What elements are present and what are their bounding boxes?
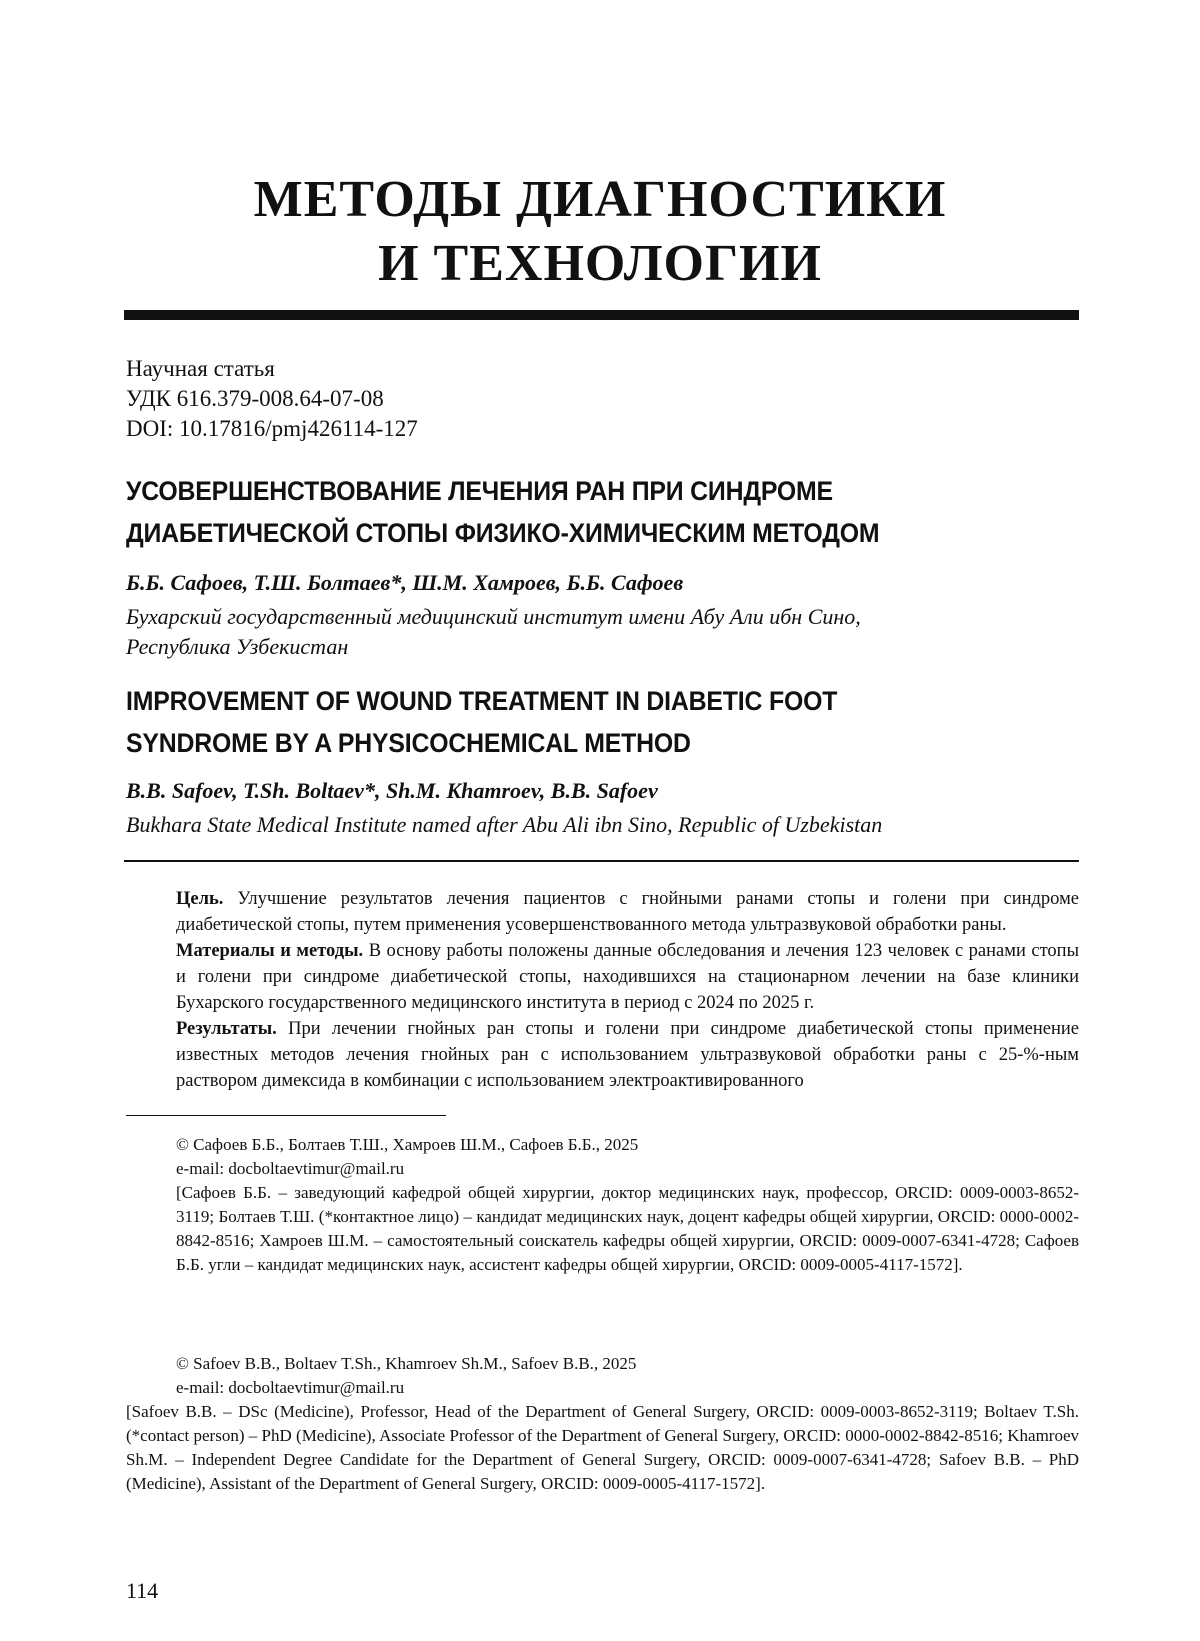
footnote-en-bio: [Safoev B.B. – DSc (Medicine), Professor, Head of the Department of General Surgery, ORCID: 0009-0003-8652-3119; Boltaev T.Sh. (*contact person) – PhD (Medicine), Associate Professor of the Department of General Surgery, ORCID: 0000-0002-8842-8516; Khamroev Sh.M. – Independent Degree Candidate for the Department of General Surgery, ORCID: 0009-0007-6341-4728; Safoev B.B. – PhD (Medicine), Assistant of the Department of General Surgery, ORCID: 0009-0005-4117-1572].: [126, 1402, 1079, 1493]
abstract-methods-label: Материалы и методы.: [176, 941, 364, 961]
page-number: 114: [126, 1578, 159, 1603]
authors-en: B.B. Safoev, T.Sh. Boltaev*, Sh.M. Khamroev, B.B. Safoev: [126, 778, 658, 803]
abstract-methods-text: В основу работы положены данные обследования и лечения 123 человек с ранами стопы и голени при синдроме диабетической стопы, находившихся на стационарном лечении на базе клиники Бухарского государственного медицинского института в период с 2024 по 2025 г.: [176, 941, 1079, 1013]
article-title-ru: [126, 470, 1009, 554]
section-title-line1: МЕТОДЫ ДИАГНОСТИКИ: [253, 171, 947, 228]
article-title-en: [126, 680, 1009, 764]
affiliation-ru-line1: Бухарский государственный медицинский институт имени Абу Али ибн Сино,: [126, 604, 861, 629]
article-title-ru-line1: УСОВЕРШЕНСТВОВАНИЕ ЛЕЧЕНИЯ РАН ПРИ СИНДРОМЕ: [126, 476, 833, 506]
article-type: Научная статья: [126, 356, 275, 381]
abstract-results-label: Результаты.: [176, 1019, 277, 1039]
affiliation-ru: [126, 602, 1086, 662]
article-title-en-line1: IMPROVEMENT OF WOUND TREATMENT IN DIABETIC FOOT: [126, 686, 838, 716]
affiliation-ru-line2: Республика Узбекистан: [126, 634, 349, 659]
abstract-divider: [124, 860, 1079, 862]
article-meta: [126, 354, 418, 444]
article-title-en-line2: SYNDROME BY A PHYSICOCHEMICAL METHOD: [126, 728, 691, 758]
abstract: [176, 886, 1079, 1094]
authors-ru: Б.Б. Сафоев, Т.Ш. Болтаев*, Ш.М. Хамроев, Б.Б. Сафоев: [126, 570, 684, 595]
footnote-ru-bio: [Сафоев Б.Б. – заведующий кафедрой общей хирургии, доктор медицинских наук, профессор, ORCID: 0009-0003-8652-3119; Болтаев Т.Ш. (*контактное лицо) – кандидат медицинских наук, доцент кафедры общей хирургии, ORCID: 0000-0002-8842-8516; Хамроев Ш.М. – самостоятельный соискатель кафедры общей хирургии, ORCID: 0009-0007-6341-4728; Сафоев Б.Б. угли – кандидат медицинских наук, ассистент кафедры общей хирургии, ORCID: 0009-0005-4117-1572].: [176, 1183, 1079, 1274]
abstract-methods: [176, 938, 1079, 1016]
footnote-ru-email: e-mail: docboltaevtimur@mail.ru: [176, 1159, 405, 1178]
footnote-ru: [176, 1133, 1079, 1277]
footnote-en-copyright: © Safoev B.B., Boltaev T.Sh., Khamroev Sh.M., Safoev B.B., 2025: [176, 1354, 637, 1373]
section-divider: [124, 310, 1079, 320]
doi: DOI: 10.17816/pmj426114-127: [126, 416, 418, 441]
footnote-en: [126, 1352, 1079, 1496]
abstract-aim-label: Цель.: [176, 889, 224, 909]
footnote-en-email: e-mail: docboltaevtimur@mail.ru: [176, 1378, 405, 1397]
affiliation-en: Bukhara State Medical Institute named after Abu Ali ibn Sino, Republic of Uzbekistan: [126, 812, 883, 837]
section-title-line2: И ТЕХНОЛОГИИ: [378, 235, 822, 292]
footnote-divider: [126, 1115, 446, 1116]
abstract-results: [176, 1016, 1079, 1094]
abstract-aim: [176, 886, 1079, 938]
abstract-aim-text: Улучшение результатов лечения пациентов с гнойными ранами стопы и голени при синдроме диабетической стопы, путем применения усовершенствованного метода ультразвуковой обработки раны.: [176, 889, 1079, 935]
footnote-ru-copyright: © Сафоев Б.Б., Болтаев Т.Ш., Хамроев Ш.М., Сафоев Б.Б., 2025: [176, 1135, 639, 1154]
abstract-results-text: При лечении гнойных ран стопы и голени при синдроме диабетической стопы применение известных методов лечения гнойных ран с использованием ультразвуковой обработки раны с 25-%-ным раствором димексида в комбинации с использованием электроактивированного: [176, 1019, 1080, 1091]
udc-code: УДК 616.379-008.64-07-08: [126, 386, 384, 411]
section-title: [120, 168, 1080, 296]
article-title-ru-line2: ДИАБЕТИЧЕСКОЙ СТОПЫ ФИЗИКО-ХИМИЧЕСКИМ МЕТОДОМ: [126, 518, 880, 548]
